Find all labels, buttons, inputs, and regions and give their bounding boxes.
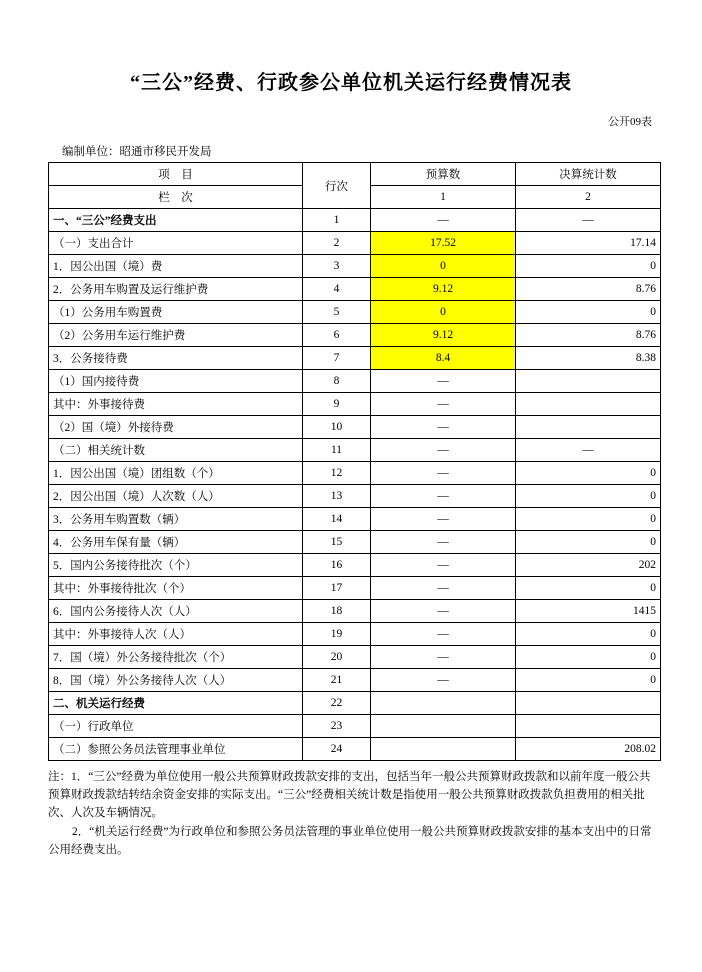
row-budget-value: —: [371, 439, 516, 462]
row-line-number: 23: [303, 715, 371, 738]
note-2: 2．“机关运行经费”为行政单位和参照公务员法管理的事业单位使用一般公共预算财政拨款安排的基本支出中的日常公用经费支出。: [48, 826, 652, 857]
row-label: 二、机关运行经费: [49, 692, 303, 715]
row-budget-value: —: [371, 531, 516, 554]
row-budget-value: [371, 692, 516, 715]
table-row: [49, 669, 661, 692]
row-label: 6．国内公务接待人次（人）: [49, 600, 303, 623]
row-label: （一）支出合计: [49, 232, 303, 255]
row-budget-value: —: [371, 554, 516, 577]
row-label: 3．公务用车购置数（辆）: [49, 508, 303, 531]
header-item: 项 目: [49, 163, 303, 186]
row-budget-value: 8.4: [371, 347, 516, 370]
row-label: 1．因公出国（境）费: [49, 255, 303, 278]
header-line: 行次: [303, 163, 371, 209]
row-label: 3．公务接待费: [49, 347, 303, 370]
table-row: [49, 554, 661, 577]
row-final-value: 0: [516, 623, 661, 646]
row-budget-value: —: [371, 646, 516, 669]
row-final-value: 0: [516, 669, 661, 692]
header-budget-no: 1: [371, 186, 516, 209]
table-row: [49, 623, 661, 646]
table-row: [49, 462, 661, 485]
row-line-number: 21: [303, 669, 371, 692]
table-row: [49, 646, 661, 669]
row-final-value: 8.76: [516, 278, 661, 301]
row-final-value: 8.38: [516, 347, 661, 370]
row-final-value: [516, 692, 661, 715]
row-final-value: [516, 416, 661, 439]
row-line-number: 6: [303, 324, 371, 347]
row-budget-value: —: [371, 416, 516, 439]
table-row: [49, 531, 661, 554]
row-final-value: 0: [516, 255, 661, 278]
row-label: 2．公务用车购置及运行维护费: [49, 278, 303, 301]
page-title: “三公”经费、行政参公单位机关运行经费情况表: [130, 72, 572, 94]
row-final-value: 8.76: [516, 324, 661, 347]
table-row: [49, 370, 661, 393]
table-row: [49, 738, 661, 761]
row-final-value: [516, 370, 661, 393]
row-final-value: 0: [516, 577, 661, 600]
row-line-number: 15: [303, 531, 371, 554]
table-row: [49, 600, 661, 623]
row-label: 4．公务用车保有量（辆）: [49, 531, 303, 554]
row-line-number: 9: [303, 393, 371, 416]
row-budget-value: —: [371, 393, 516, 416]
table-row: [49, 255, 661, 278]
row-budget-value: —: [371, 370, 516, 393]
row-label: （二）参照公务员法管理事业单位: [49, 738, 303, 761]
row-label: （1）国内接待费: [49, 370, 303, 393]
row-label: （一）行政单位: [49, 715, 303, 738]
row-line-number: 10: [303, 416, 371, 439]
row-budget-value: —: [371, 669, 516, 692]
row-label: 其中：外事接待批次（个）: [49, 577, 303, 600]
row-line-number: 4: [303, 278, 371, 301]
note-1: 注：1．“三公”经费为单位使用一般公共预算财政拨款安排的支出，包括当年一般公共预算财政拨款和以前年度一般公共预算财政拨款结转结余资金安排的实际支出。“三公”经费相关统计数是指使用一般公共预算财政拨款负担费用的相关批次、人次及车辆情况。: [48, 771, 651, 819]
row-final-value: 17.14: [516, 232, 661, 255]
row-line-number: 3: [303, 255, 371, 278]
row-label: 其中：外事接待人次（人）: [49, 623, 303, 646]
row-budget-value: —: [371, 485, 516, 508]
row-label: 5．国内公务接待批次（个）: [49, 554, 303, 577]
row-label: 7．国（境）外公务接待批次（个）: [49, 646, 303, 669]
row-line-number: 17: [303, 577, 371, 600]
row-final-value: 0: [516, 646, 661, 669]
header-budget: 预算数: [371, 163, 516, 186]
row-budget-value: —: [371, 209, 516, 232]
header-final-no: 2: [516, 186, 661, 209]
row-line-number: 19: [303, 623, 371, 646]
row-line-number: 7: [303, 347, 371, 370]
table-notes: [48, 769, 654, 860]
table-row: [49, 715, 661, 738]
header-final: 决算统计数: [516, 163, 661, 186]
row-label: （二）相关统计数: [49, 439, 303, 462]
table-row: [49, 278, 661, 301]
row-final-value: 0: [516, 531, 661, 554]
row-final-value: [516, 715, 661, 738]
row-label: （2）公务用车运行维护费: [49, 324, 303, 347]
row-budget-value: [371, 715, 516, 738]
row-label: （1）公务用车购置费: [49, 301, 303, 324]
row-final-value: 202: [516, 554, 661, 577]
row-final-value: —: [516, 439, 661, 462]
row-line-number: 2: [303, 232, 371, 255]
row-budget-value: 0: [371, 301, 516, 324]
compiler-unit-label: 编制单位：昭通市移民开发局: [62, 146, 212, 158]
table-row: [49, 209, 661, 232]
row-line-number: 22: [303, 692, 371, 715]
row-line-number: 12: [303, 462, 371, 485]
row-line-number: 11: [303, 439, 371, 462]
row-line-number: 8: [303, 370, 371, 393]
row-budget-value: [371, 738, 516, 761]
table-row: [49, 577, 661, 600]
row-budget-value: 9.12: [371, 324, 516, 347]
table-row: [49, 324, 661, 347]
row-line-number: 18: [303, 600, 371, 623]
row-final-value: 0: [516, 301, 661, 324]
row-line-number: 5: [303, 301, 371, 324]
table-row: [49, 347, 661, 370]
row-final-value: 0: [516, 485, 661, 508]
table-row: [49, 439, 661, 462]
row-line-number: 13: [303, 485, 371, 508]
row-label: 2．因公出国（境）人次数（人）: [49, 485, 303, 508]
row-line-number: 16: [303, 554, 371, 577]
row-final-value: 0: [516, 462, 661, 485]
table-row: [49, 416, 661, 439]
row-budget-value: —: [371, 600, 516, 623]
row-label: 一、“三公”经费支出: [49, 209, 303, 232]
row-budget-value: 9.12: [371, 278, 516, 301]
row-label: （2）国（境）外接待费: [49, 416, 303, 439]
row-final-value: 1415: [516, 600, 661, 623]
header-column-label: 栏 次: [49, 186, 303, 209]
row-line-number: 24: [303, 738, 371, 761]
table-row: [49, 393, 661, 416]
row-final-value: 0: [516, 508, 661, 531]
three-public-expenses-table: [48, 162, 661, 761]
table-row: [49, 692, 661, 715]
row-budget-value: 0: [371, 255, 516, 278]
row-final-value: [516, 393, 661, 416]
row-budget-value: —: [371, 508, 516, 531]
row-final-value: —: [516, 209, 661, 232]
row-label: 8．国（境）外公务接待人次（人）: [49, 669, 303, 692]
row-final-value: 208.02: [516, 738, 661, 761]
row-line-number: 1: [303, 209, 371, 232]
form-code: 公开09表: [608, 116, 652, 128]
row-label: 其中：外事接待费: [49, 393, 303, 416]
row-budget-value: —: [371, 623, 516, 646]
row-line-number: 20: [303, 646, 371, 669]
table-row: [49, 485, 661, 508]
table-row: [49, 301, 661, 324]
row-budget-value: 17.52: [371, 232, 516, 255]
row-budget-value: —: [371, 462, 516, 485]
row-budget-value: —: [371, 577, 516, 600]
table-row: [49, 232, 661, 255]
row-line-number: 14: [303, 508, 371, 531]
row-label: 1．因公出国（境）团组数（个）: [49, 462, 303, 485]
table-row: [49, 508, 661, 531]
document-page: [0, 66, 702, 972]
table-header-row-1: [49, 163, 661, 186]
